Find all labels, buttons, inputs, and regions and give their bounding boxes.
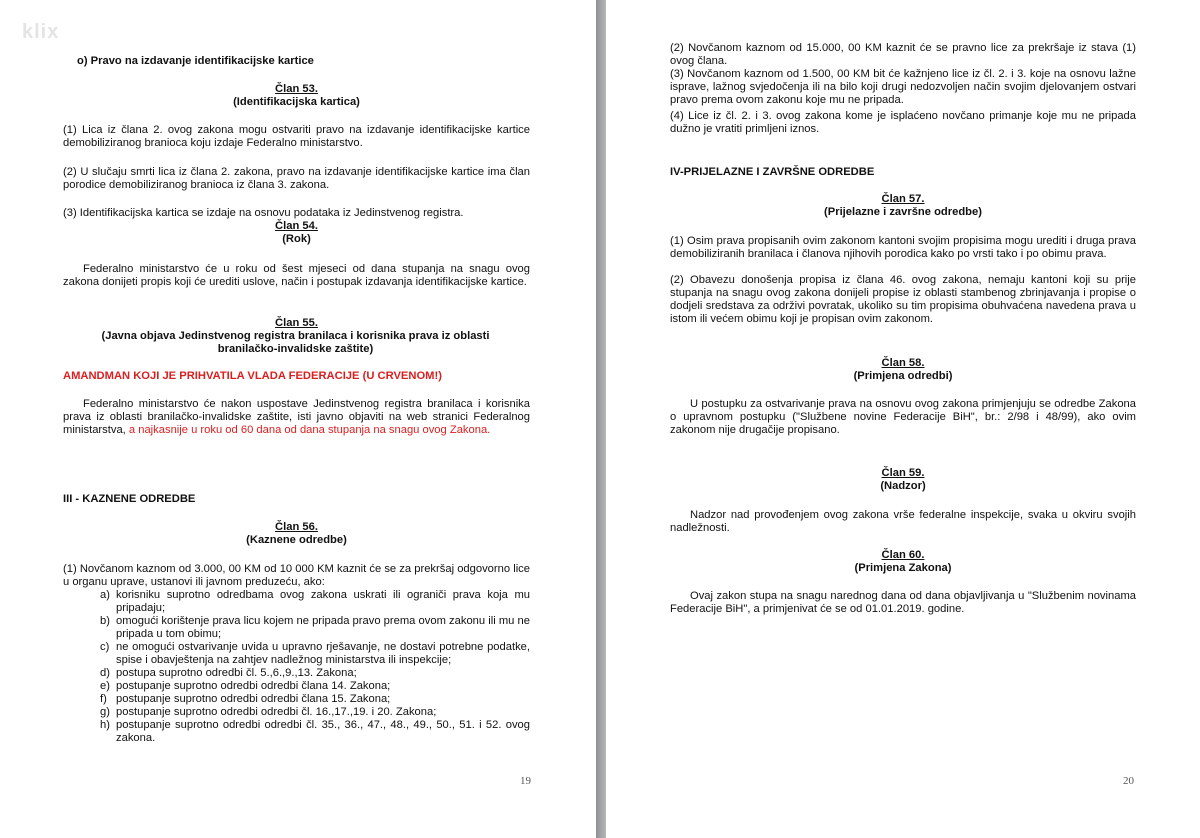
list-item: f) postupanje suprotno odredbi odredbi člana 15. Zakona; bbox=[100, 693, 391, 705]
list-item: d) postupa suprotno odredbi čl. 5.,6.,9.,13. Zakona; bbox=[100, 667, 357, 679]
penalty-list bbox=[100, 589, 530, 745]
document-page-left bbox=[0, 0, 596, 838]
page-gutter bbox=[596, 0, 606, 838]
article-53-paragraph-3: (3) Identifikacijska kartica se izdaje na osnovu podataka iz Jedinstvenog registra. bbox=[63, 207, 464, 219]
article-56-paragraph-1: (1) Novčanom kaznom od 3.000, 00 KM od 10 000 KM kaznit će se za prekršaj odgovorno lice u organu uprave, ustanovi ili javnom preduzeću, ako: bbox=[63, 563, 530, 588]
section-o-heading: o) Pravo na izdavanje identifikacijske kartice bbox=[77, 55, 314, 67]
article-58-paragraph: U postupku za ostvarivanje prava na osnovu ovog zakona primjenjuju se odredbe Zakona o upravnom postupku ("Službene novine Federacije BiH", br.: 2/98 i 48/99), ako ovim zakonom nije drugačije propisano. bbox=[670, 398, 1136, 436]
article-57-subtitle: (Prijelazne i završne odredbe) bbox=[824, 206, 982, 218]
amendment-notice: AMANDMAN KOJI JE PRIHVATILA VLADA FEDERACIJE (U CRVENOM!) bbox=[63, 370, 442, 382]
list-item: b) omogući korištenje prava licu kojem ne pripada pravo prema ovom zakonu ili mu ne pripada u tom obimu; bbox=[100, 615, 530, 640]
article-60-paragraph: Ovaj zakon stupa na snagu narednog dana od dana objavljivanja u "Službenim novinama Federacije BiH", a primjenivat će se od 01.01.2019. godine. bbox=[670, 590, 1136, 615]
article-56-title: Član 56. bbox=[275, 521, 318, 533]
article-56-paragraph-3: (3) Novčanom kaznom od 1.500, 00 KM bit će kažnjeno lice iz čl. 2. i 3. koje na osnovu lažne isprave, lažnog svjedočenja ili na bilo koji drugi nedozvoljen način svojim djelovanjem ostvari pravo prema ovom zakonu koje mu ne pripada. bbox=[670, 68, 1136, 106]
article-56-paragraph-4: (4) Lice iz čl. 2. i 3. ovog zakona kome je isplaćeno novčano primanje koje mu ne pripada dužno je vratiti primljeni iznos. bbox=[670, 110, 1136, 135]
article-59-subtitle: (Nadzor) bbox=[880, 480, 926, 492]
article-53-title: Član 53. bbox=[275, 83, 318, 95]
article-55-paragraph: Federalno ministarstvo će nakon uspostave Jedinstvenog registra branilaca i korisnika prava iz oblasti branilačko-invalidske zaštite, isti javno objaviti na web stranici Federalnog ministarstva, a najkasnije u roku od 60 dana od dana stupanja na snagu ovog Zakona. bbox=[63, 398, 530, 436]
klix-watermark-logo: klix bbox=[22, 21, 60, 43]
article-53-subtitle: (Identifikacijska kartica) bbox=[233, 96, 360, 108]
list-item: g) postupanje suprotno odredbi odredbi čl. 16.,17.,19. i 20. Zakona; bbox=[100, 706, 437, 718]
page-number: 20 bbox=[1123, 775, 1134, 787]
article-59-paragraph: Nadzor nad provođenjem ovog zakona vrše federalne inspekcije, svaka u okviru svojih nadležnosti. bbox=[670, 509, 1136, 534]
article-56-subtitle: (Kaznene odredbe) bbox=[246, 534, 347, 546]
article-59-title: Član 59. bbox=[881, 467, 925, 479]
article-60-subtitle: (Primjena Zakona) bbox=[854, 562, 952, 574]
list-item: h) postupanje suprotno odredbi odredbi čl. 35., 36., 47., 48., 49., 50., 51. i 52. ovog zakona. bbox=[100, 719, 530, 744]
list-item: e) postupanje suprotno odredbi odredbi člana 14. Zakona; bbox=[100, 680, 391, 692]
article-55-title: Član 55. bbox=[275, 317, 318, 329]
list-item: c) ne omogući ostvarivanje uvida u upravno rješavanje, ne dostavi potrebne podatke, spise i obavještenja na zahtjev nadležnog ministarstva ili inspekcije; bbox=[100, 641, 530, 666]
article-55-subtitle: (Javna objava Jedinstvenog registra branilaca i korisnika prava iz oblasti branilačko-invalidske zaštite) bbox=[101, 330, 490, 355]
page-number: 19 bbox=[520, 775, 531, 787]
article-56-paragraph-2: (2) Novčanom kaznom od 15.000, 00 KM kaznit će se pravno lice za prekršaje iz stava (1) ovog člana. bbox=[670, 42, 1136, 67]
article-54-subtitle: (Rok) bbox=[282, 233, 311, 245]
list-item: a) korisniku suprotno odredbama ovog zakona uskrati ili ograniči prava koja mu pripadaju; bbox=[100, 589, 530, 614]
article-60-title: Član 60. bbox=[881, 549, 925, 561]
document-page-right bbox=[606, 0, 1200, 838]
article-58-subtitle: (Primjena odredbi) bbox=[853, 370, 953, 382]
article-54-title: Član 54. bbox=[275, 220, 318, 232]
article-53-paragraph-2: (2) U slučaju smrti lica iz člana 2. zakona, pravo na izdavanje identifikacijske kartice ima član porodice demobiliziranog branioca iz člana 3. zakona. bbox=[63, 166, 530, 191]
article-53-paragraph-1: (1) Lica iz člana 2. ovog zakona mogu ostvariti pravo na izdavanje identifikacijske kartice demobiliziranog branioca koju izdaje Federalno ministarstvo. bbox=[63, 124, 530, 149]
article-57-title: Član 57. bbox=[881, 193, 925, 205]
article-57-paragraph-2: (2) Obavezu donošenja propisa iz člana 46. ovog zakona, nemaju kantoni koji su prije stupanja na snagu ovog zakona donijeli propise iz oblasti stambenog zbrinjavanja i propise o dodjeli sredstava za održivi povratak, ukoliko su tim propisima obuhvaćena navedena prava u istom ili većem obimu koji je propisan ovim zakonom. bbox=[670, 274, 1136, 325]
article-57-paragraph-1: (1) Osim prava propisanih ovim zakonom kantoni svojim propisima mogu urediti i druga prava demobiliziranih branilaca i članova njihovih porodica kako po vrsti tako i po obimu prava. bbox=[670, 235, 1136, 260]
section-iv-heading: IV-PRIJELAZNE I ZAVRŠNE ODREDBE bbox=[670, 166, 875, 178]
section-iii-heading: III - KAZNENE ODREDBE bbox=[63, 493, 196, 505]
article-58-title: Član 58. bbox=[881, 357, 925, 369]
article-54-paragraph: Federalno ministarstvo će u roku od šest mjeseci od dana stupanja na snagu ovog zakona donijeti propis koji će urediti uslove, način i postupak izdavanja identifikacijske kartice. bbox=[63, 263, 530, 288]
amendment-red-text: a najkasnije u roku od 60 dana od dana stupanja na snagu ovog Zakona. bbox=[125, 424, 491, 436]
